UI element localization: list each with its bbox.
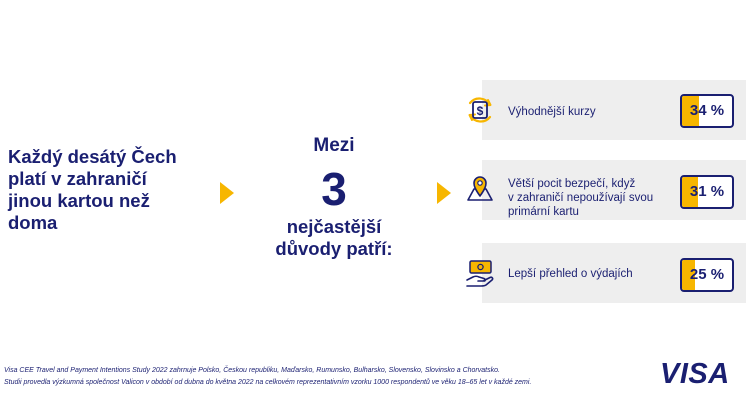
reason-label-line: primární kartu <box>508 206 579 218</box>
percent-badge <box>680 175 734 209</box>
percent-value: 25 % <box>689 266 725 283</box>
footnote <box>4 365 644 389</box>
reason-label <box>508 105 678 119</box>
reason-label <box>508 177 678 219</box>
headline <box>8 146 208 234</box>
percent-badge <box>680 94 734 128</box>
percent-value: 34 % <box>689 102 725 119</box>
visa-logo: VISA <box>660 358 730 390</box>
headline-line: platí v zahraničí <box>8 168 147 189</box>
money-hand-icon <box>463 256 497 290</box>
summary <box>248 134 420 260</box>
reason-label <box>508 267 678 281</box>
headline-line: doma <box>8 212 58 233</box>
dollar-exchange-icon <box>463 93 497 127</box>
arrow-right-icon <box>437 182 451 204</box>
headline-line: Každý desátý Čech <box>8 146 177 167</box>
footnote-line: Visa CEE Travel and Payment Intentions Study 2022 zahrnuje Polsko, Českou republiku, Maďarsko, Rumunsko, Bulharsko, Slovensko, Slovinsko a Chorvatsko. <box>4 367 500 374</box>
reason-label-line: Lepší přehled o výdajích <box>508 268 633 280</box>
reason-label-line: Větší pocit bezpečí, když <box>508 178 636 190</box>
percent-value: 31 % <box>689 183 725 200</box>
footnote-line: Studii provedla výzkumná společnost Valicon v období od dubna do května 2022 na celkovém reprezentativním vzorku 1000 respondentů ve věku 18–65 let v každé zemi. <box>4 379 532 386</box>
svg-text:$: $ <box>476 104 484 118</box>
summary-intro: Mezi <box>313 135 355 156</box>
reason-label-line: Výhodnější kurzy <box>508 106 596 118</box>
summary-line: důvody patří: <box>275 238 393 259</box>
summary-line: nejčastější <box>286 216 382 237</box>
percent-badge <box>680 258 734 292</box>
arrow-right-icon <box>220 182 234 204</box>
map-pin-icon <box>463 172 497 206</box>
summary-number: 3 <box>321 163 347 215</box>
headline-line: jinou kartou než <box>8 190 150 211</box>
reason-label-line: v zahraničí nepoužívají svou <box>508 192 654 204</box>
